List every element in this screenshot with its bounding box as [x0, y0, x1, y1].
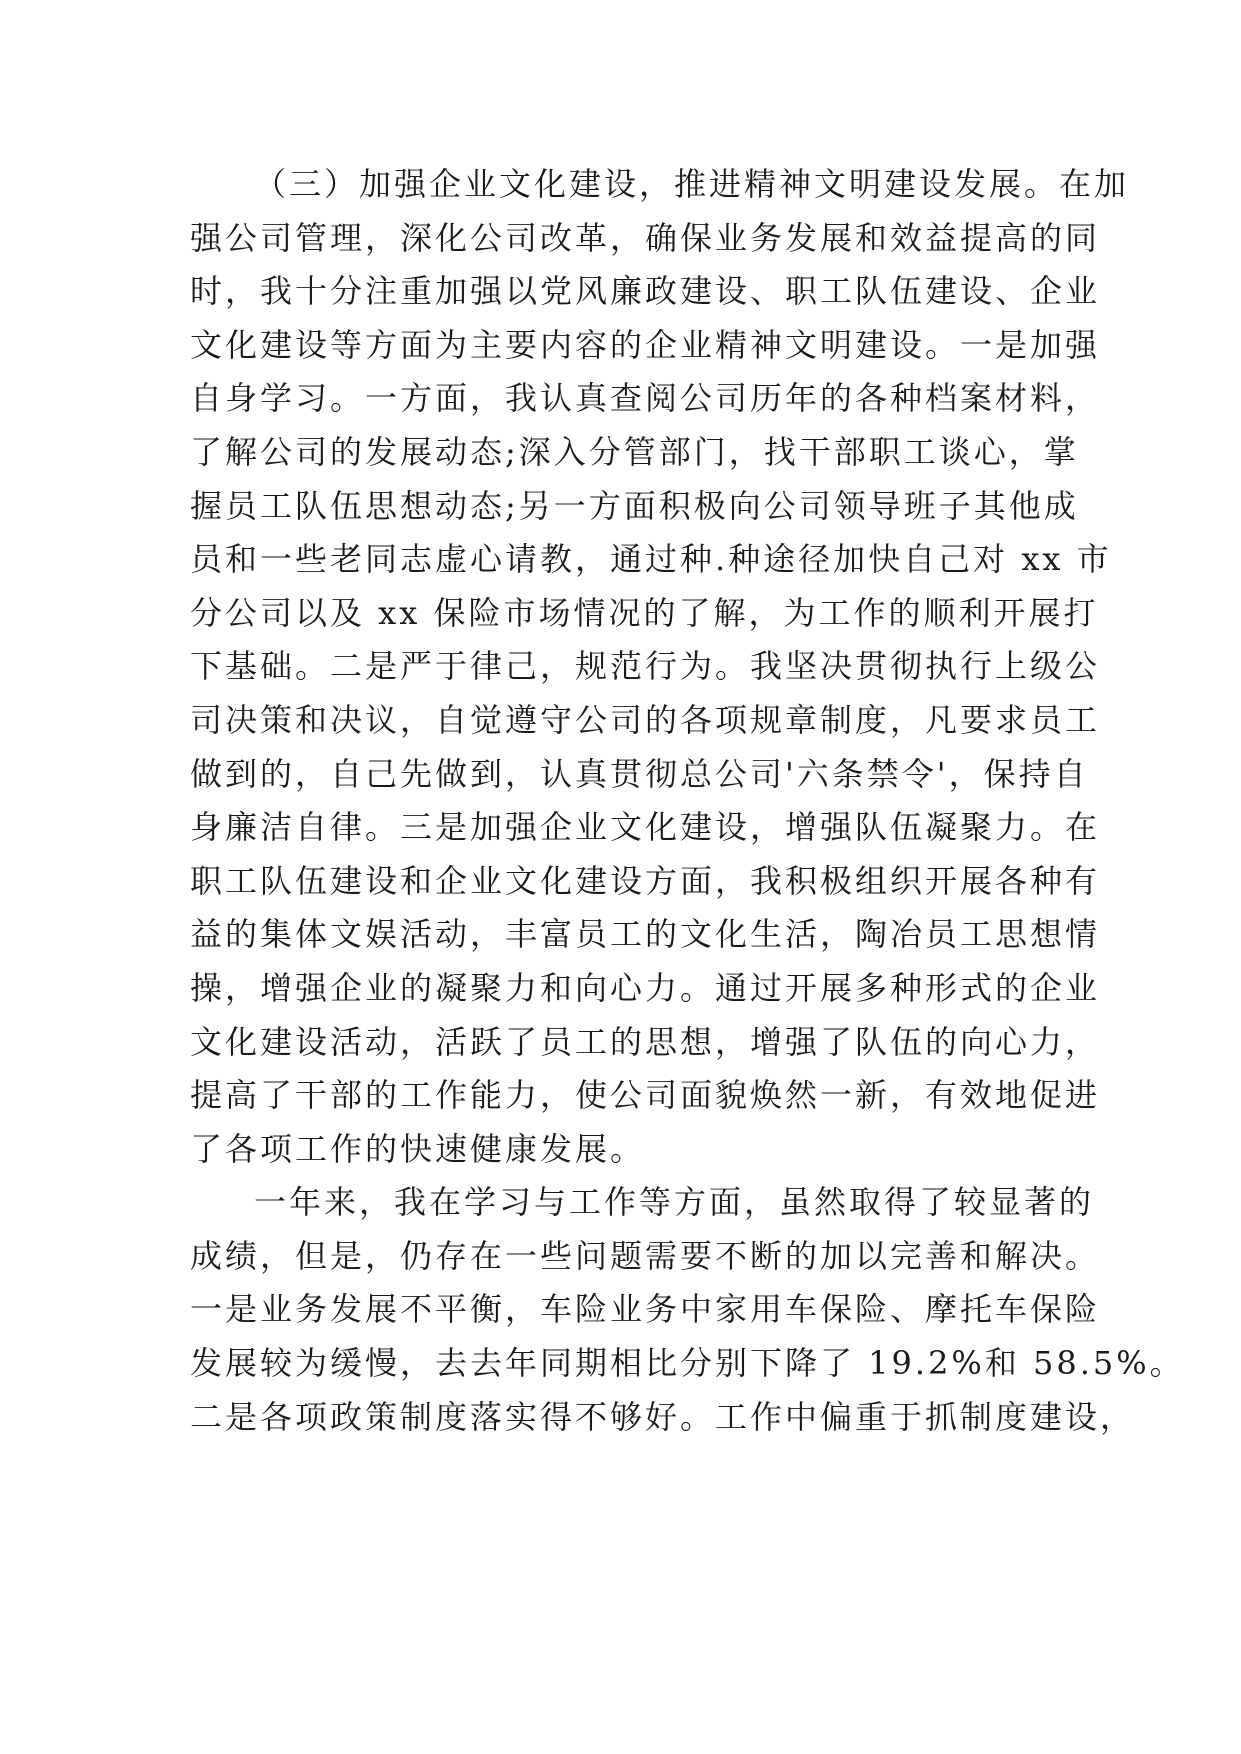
paragraph-line: 职工队伍建设和企业文化建设方面，我积极组织开展各种有 [190, 861, 1101, 900]
paragraph-line: 发展较为缓慢，去去年同期相比分别下降了 19.2%和 58.5%。 [190, 1344, 1185, 1383]
body-text [190, 158, 1185, 1444]
paragraph-line: 操，增强企业的凝聚力和向心力。通过开展多种形式的企业 [190, 968, 1101, 1007]
paragraph-line: 文化建设活动，活跃了员工的思想，增强了队伍的向心力， [190, 1022, 1101, 1061]
paragraph-line: 文化建设等方面为主要内容的企业精神文明建设。一是加强 [190, 325, 1101, 364]
paragraph-line: 二是各项政策制度落实得不够好。工作中偏重于抓制度建设， [190, 1397, 1136, 1436]
paragraph-line: 握员工队伍思想动态;另一方面积极向公司领导班子其他成 [190, 486, 1079, 525]
paragraph-line: 益的集体文娱活动，丰富员工的文化生活，陶冶员工思想情 [190, 915, 1101, 954]
paragraph-line: 做到的，自己先做到，认真贯彻总公司'六条禁令'，保持自 [190, 754, 1089, 793]
paragraph-line: 提高了干部的工作能力，使公司面貌焕然一新，有效地促进 [190, 1076, 1101, 1115]
paragraph-line: 一是业务发展不平衡，车险业务中家用车保险、摩托车保险 [190, 1290, 1101, 1329]
paragraph-line: 一年来，我在学习与工作等方面，虽然取得了较显著的 [254, 1183, 1095, 1222]
paragraph-line: 下基础。二是严于律己，规范行为。我坚决贯彻执行上级公 [190, 647, 1101, 686]
paragraph-line: 司决策和决议，自觉遵守公司的各项规章制度，凡要求员工 [190, 700, 1101, 739]
paragraph-line: 员和一些老同志虚心请教，通过种.种途径加快自己对 xx 市 [190, 540, 1112, 579]
paragraph-line: （三）加强企业文化建设，推进精神文明建设发展。在加 [254, 165, 1130, 203]
paragraph-line: 强公司管理，深化公司改革，确保业务发展和效益提高的同 [190, 218, 1101, 257]
paragraph-line: 身廉洁自律。三是加强企业文化建设，增强队伍凝聚力。在 [190, 808, 1101, 847]
paragraph-line: 了解公司的发展动态;深入分管部门，找干部职工谈心，掌 [190, 432, 1079, 471]
paragraph-line: 分公司以及 xx 保险市场情况的了解，为工作的顺利开展打 [190, 593, 1099, 632]
paragraph-line: 时，我十分注重加强以党风廉政建设、职工队伍建设、企业 [190, 272, 1101, 311]
paragraph-line: 了各项工作的快速健康发展。 [190, 1129, 646, 1168]
paragraph-line: 成绩，但是，仍存在一些问题需要不断的加以完善和解决。 [190, 1236, 1101, 1275]
paragraph-line: 自身学习。一方面，我认真查阅公司历年的各种档案材料， [190, 379, 1101, 418]
